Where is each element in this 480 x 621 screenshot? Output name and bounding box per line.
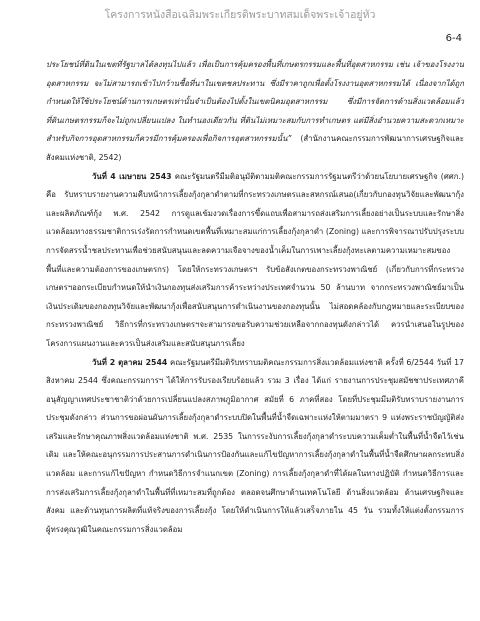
- page-number: 6-4: [445, 33, 462, 44]
- paragraph-quote: [46, 56, 464, 168]
- paragraph-text: คณะรัฐมนตรีมีมติรับทราบมติคณะกรรมการสิ่งแวดล้อมแห่งชาติ ครั้งที่ 6/2544 วันที่ 17 สิงหาคม 2544 ซึ่งคณะกรรมการฯ ได้ให้การรับรองเรียบร้อยแล้ว รวม 3 เรื่อง ได้แก่ รายงานการประชุมสมัชชาประเทศภาคีอนุสัญญาเทศประชาชาติว่าด้วยการเปลี่ยนแปลงสภาพภูมิอากาศ สมัยที่ 6 ภาคที่สอง โดยที่ประชุมมีมติรับทราบรายงานการประชุมดังกล่าว ส่วนการขอผ่อนผันการเลี้ยงกุ้งกุลาดำระบบปิดในพื้นที่น้ำจืดเฉพาะแห่งให้ตามมาตรา 9 แห่งพระราชบัญญัติส่งเสริมและรักษาคุณภาพสิ่งแวดล้อมแห่งชาติ พ.ศ. 2535 ในการระงับการเลี้ยงกุ้งกุลาดำระบบความเค็มต่ำในพื้นที่น้ำจืดไว้เช่นเดิม และให้คณะอนุกรรมการประสานการดำเนินการป้องกันและแก้ไขปัญหาการเลี้ยงกุ้งกุลาดำในพื้นที่น้ำจืดศึกษาผลกระทบสิ่งแวดล้อม และการแก้ไขปัญหา กำหนดวิธีการจำแนกเขต (Zoning) การเลี้ยงกุ้งกุลาดำที่ได้ผลในทางปฏิบัติ กำหนดวิธีการและการส่งเสริมการเลี้ยงกุ้งกุลาดำในพื้นที่ที่เหมาะสมที่ถูกต้อง ตลอดจนศึกษาด้านเทคโนโลยี ด้านสิ่งแวดล้อม ด้านเศรษฐกิจและสังคม และด้านทุนการผลิตที่แท้จริงของการเลี้ยงกุ้ง โดยให้ดำเนินการให้แล้วเสร็จภายใน 45 วัน รวมทั้งให้แต่งตั้งกรรมการผู้ทรงคุณวุฒิในคณะกรรมการสิ่งแวดล้อม: [46, 357, 464, 534]
- citation: (สำนักงานคณะกรรมการพัฒนาการเศรษฐกิจและสังคมแห่งชาติ, 2542): [46, 134, 464, 162]
- running-header: โครงการหนังสือเฉลิมพระเกียรติพระบาทสมเด็จพระเจ้าอยู่หัว: [104, 9, 376, 21]
- date-heading: วันที่ 4 เมษายน 2543: [92, 171, 172, 181]
- quoted-text: ประโยชน์ที่ดินในเขตที่รัฐบาลได้ลงทุนไปแล้ว เพื่อเป็นการคุ้มครองพื้นที่เกษตรกรรมและพื้นที่อุตสาหกรรม เช่น เจ้าของโรงงานอุตสาหกรรม จะไม่สามารถเข้าไปกว้านซื้อที่นาในเขตชลประทาน ซึ่งมีราคาถูกเพื่อตั้งโรงงานอุตสาหกรรมได้ เนื่องจากได้ถูกกำหนดให้ใช้ประโยชน์ด้านการเกษตรเท่านั้นจำเป็นต้องไปตั้งในเขตนิคมอุตสาหกรรม ซึ่งมีการจัดการด้านสิ่งแวดล้อมแล้ว ที่ดินเกษตรกรรมก็จะไม่ถูกเปลี่ยนแปลง ในทำนองเดียวกัน ที่ดินไม่เหมาะสมกับการทำเกษตร แต่มีสิ่งอำนวยความสะดวกเหมาะสำหรับกิจการอุตสาหกรรมก็ควรมีการคุ้มครองเพื่อกิจการอุตสาหกรรมนั้น”: [46, 60, 464, 144]
- body-text: [46, 56, 464, 539]
- paragraph-april-2543: [46, 168, 464, 354]
- date-heading: วันที่ 2 ตุลาคม 2544: [92, 357, 168, 367]
- paragraph-october-2544: [46, 354, 464, 540]
- paragraph-text: คณะรัฐมนตรีมีมติอนุมัติตามมติคณะกรรมการรัฐมนตรีว่าด้วยนโยบายเศรษฐกิจ (ศศก.) คือ รับทราบรายงานความคืบหน้าการเลี้ยงกุ้งกุลาดำตามที่กระทรวงเกษตรและสหกรณ์เสนอ(เกี่ยวกับกองทุนวิจัยและพัฒนากุ้งและผลิตภัณฑ์กุ้ง พ.ศ. 2542 การดูแลเข้มงวดเรื่องการขึ้ดแถบเพื่อสามารถส่งเสริมการเลี้ยงอย่างเป็นระบบและรักษาสิ่งแวดล้อมทางธรรมชาติการเร่งรัดการกำหนดเขตพื้นที่เหมาะสมแก่การเลี้ยงกุ้งกุลาดำ (Zoning) และการพิจารณาปรับปรุงระบบการจัดสรรน้ำชลประทานเพื่อช่วยสนับสนุนและลดความเจือจางของน้ำเค็มในการเพาะเลี้ยงกุ้งทะเลตามความเหมาะสมของพื้นที่และความต้องการของเกษตรกร) โดยให้กระทรวงเกษตรฯ รับข้อสังเกตของกระทรวงพาณิชย์ (เกี่ยวกับการที่กระทรวงเกษตรฯออกระเบียบกำหนดให้นำเงินกองทุนส่งเสริมการค้าระหว่างประเทศจำนวน 50 ล้านบาท จากกระทรวงพาณิชย์มาเป็นเงินประเดิมของกองทุนวิจัยและพัฒนากุ้งเพื่อสนับสนุนการดำเนินงานของกองทุนนั้น ไม่สอดคล้องกับกฎหมายและระเบียบของกระทรวงพาณิชย์ วิธีการที่กระทรวงเกษตรฯจะสามารถขอรับความช่วยเหลือจากกองทุนดังกล่าวได้ ควรนำเสนอในรูปของโครงการแผนงานและควรเป็นส่งเสริมและสนับสนุนการเลี้ยง: [46, 171, 464, 348]
